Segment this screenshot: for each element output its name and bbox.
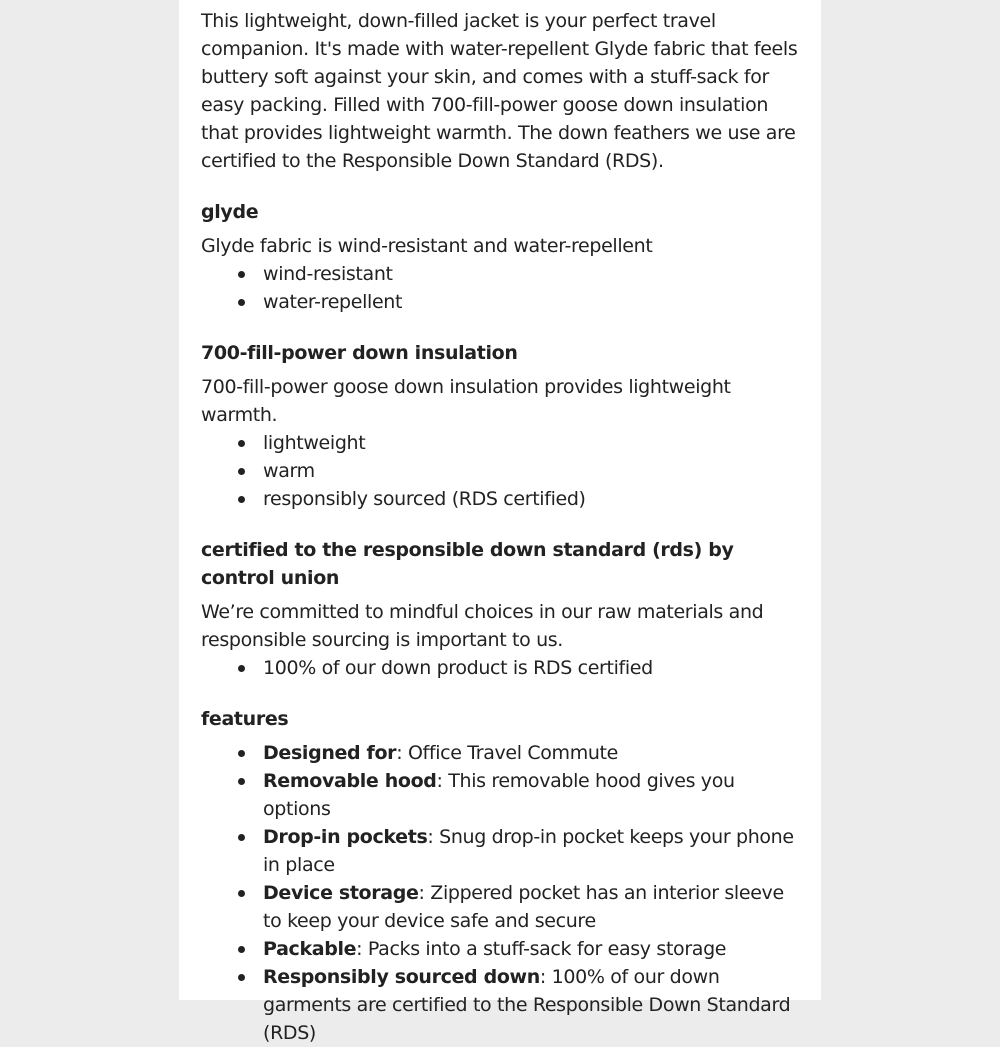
feature-item [263,767,799,823]
section-features [201,705,799,1047]
bullet-icon [238,778,245,785]
section-list [201,429,799,513]
section-heading: glyde [201,201,259,223]
feature-desc: : Office Travel Commute [396,742,618,764]
section-list [201,654,799,682]
list-item: 100% of our down product is RDS certified [263,654,799,682]
bullet-icon [238,890,245,897]
section-heading: certified to the responsible down standard (rds) by control union [201,539,734,589]
list-item: water-repellent [263,288,799,316]
list-item: lightweight [263,429,799,457]
feature-item [263,935,799,963]
bullet-icon [238,468,245,475]
section-down-insulation [201,339,799,513]
bullet-icon [238,834,245,841]
feature-term: Removable hood [263,770,437,792]
feature-item [263,963,799,1047]
section-rds-certification [201,536,799,682]
feature-item [263,823,799,879]
section-glyde [201,198,799,316]
bullet-icon [238,974,245,981]
product-description-page [179,0,821,1044]
feature-desc: : This removable hood gives you options [263,770,735,820]
bullet-icon [238,750,245,757]
bullet-icon [238,496,245,503]
feature-desc: : Packs into a stuff-sack for easy storage [356,938,727,960]
section-text: 700-fill-power goose down insulation provides lightweight warmth. [201,376,731,426]
feature-desc: : 100% of our down garments are certified to the Responsible Down Standard (RDS) [263,966,791,1044]
section-heading: 700-fill-power down insulation [201,342,518,364]
feature-desc: : Zippered pocket has an interior sleeve to keep your device safe and secure [263,882,784,932]
feature-term: Device storage [263,882,419,904]
intro-paragraph: This lightweight, down-filled jacket is your perfect travel companion. It's made with water-repellent Glyde fabric that feels buttery soft against your skin, and comes with a stuff-sack for easy packing. Filled with 700-fill-power goose down insulation that provides lightweight warmth. The down feathers we use are certified to the Responsible Down Standard (RDS). [201,10,798,172]
feature-item [263,879,799,935]
bullet-icon [238,946,245,953]
bullet-icon [238,440,245,447]
features-list [201,739,799,1047]
feature-term: Packable [263,938,357,960]
feature-term: Responsibly sourced down [263,966,540,988]
bullet-icon [238,271,245,278]
section-heading: features [201,708,289,730]
feature-term: Drop-in pockets [263,826,428,848]
list-item: wind-resistant [263,260,799,288]
bullet-icon [238,665,245,672]
list-item: warm [263,457,799,485]
feature-item [263,739,799,767]
bullet-icon [238,299,245,306]
feature-term: Designed for [263,742,397,764]
list-item: responsibly sourced (RDS certified) [263,485,799,513]
section-list [201,260,799,316]
feature-desc: : Snug drop-in pocket keeps your phone in place [263,826,794,876]
section-text: Glyde fabric is wind-resistant and water-repellent [201,235,653,257]
section-text: We’re committed to mindful choices in our raw materials and responsible sourcing is important to us. [201,601,764,651]
